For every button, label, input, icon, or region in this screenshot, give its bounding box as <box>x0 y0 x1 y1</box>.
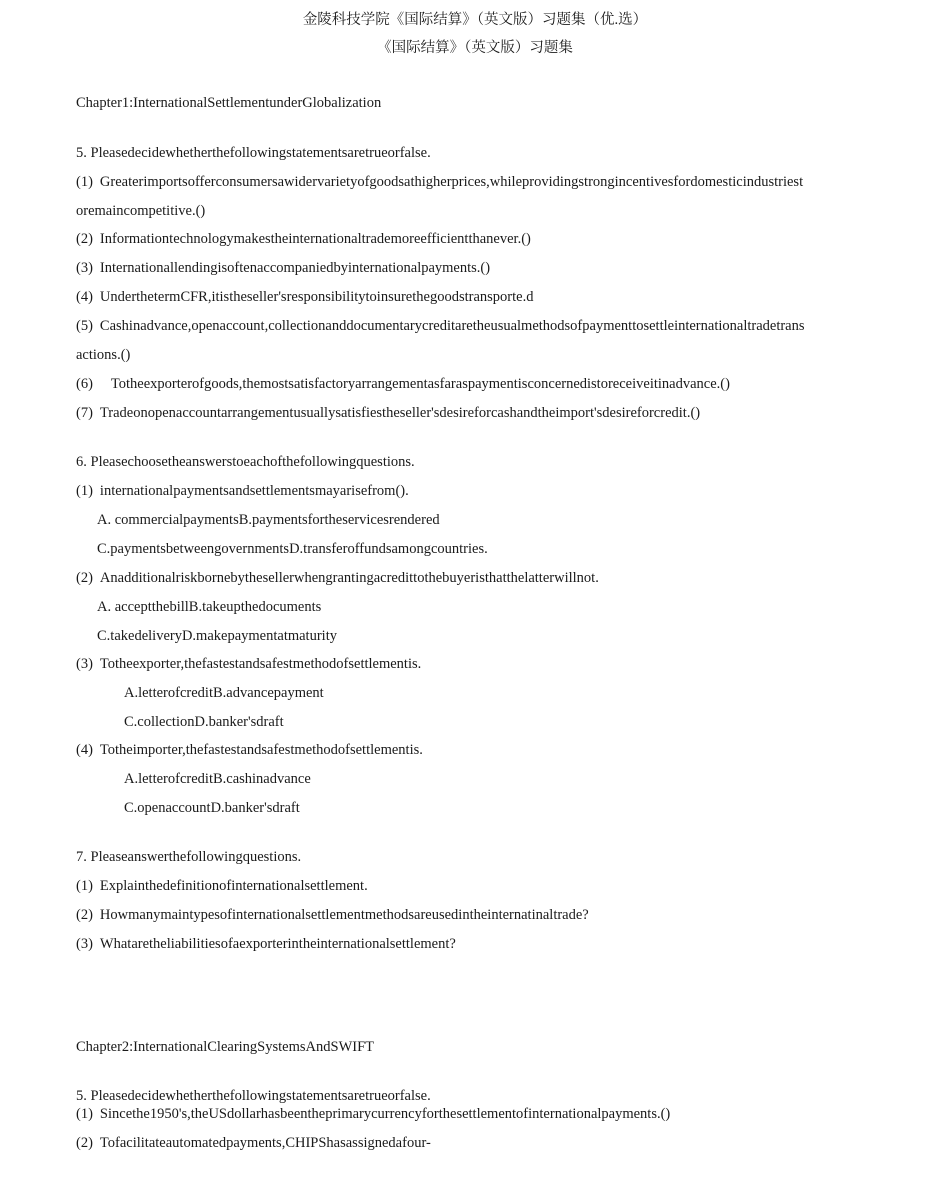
ch1-q6-item-2-options-ab: A. acceptthebillB.takeupthedocuments <box>97 599 322 615</box>
item-label: (1) <box>76 878 93 894</box>
ch1-q6-item-3-options-cd: C.collectionD.banker'sdraft <box>124 714 284 730</box>
item-label: (4) <box>76 289 93 305</box>
item-text: Explainthedefinitionofinternationalsettlement. <box>99 878 368 894</box>
item-text: Whataretheliabilitiesofaexporterintheinternationalsettlement? <box>99 936 456 952</box>
item-text: Totheimporter,thefastestandsafestmethodofsettlementis. <box>99 742 423 758</box>
item-label: (3) <box>76 936 93 952</box>
item-text: Howmanymaintypesofinternationalsettlementmethodsareusedintheinternatinaltrade? <box>99 907 589 923</box>
ch1-q6-item-2 <box>76 570 599 587</box>
document-header-title: 金陵科技学院《国际结算》（英文版）习题集（优.选） <box>302 12 648 28</box>
item-label: (7) <box>76 405 93 421</box>
item-label: (2) <box>76 907 93 923</box>
item-label: (5) <box>76 318 93 334</box>
item-text: internationalpaymentsandsettlementsmayarisefrom(). <box>99 483 409 499</box>
ch2-q5-item-1 <box>76 1106 670 1123</box>
item-text: Internationallendingisoftenaccompaniedbyinternationalpayments.() <box>99 260 491 276</box>
item-text: Totheexporterofgoods,themostsatisfactoryarrangementasfaraspaymentisconcernedistoreceiveitinadvance.() <box>110 376 730 392</box>
ch1-q6-item-4-options-ab: A.letterofcreditB.cashinadvance <box>124 771 311 787</box>
ch1-q5-item-3 <box>76 260 490 277</box>
ch1-q5-item-4 <box>76 289 533 306</box>
chapter1-title: Chapter1:InternationalSettlementunderGlobalization <box>76 95 382 111</box>
document-subtitle: 《国际结算》（英文版）习题集 <box>377 40 573 56</box>
ch1-q7-item-1 <box>76 878 368 895</box>
ch1-q5-item-5-cont: actions.() <box>76 347 131 363</box>
item-label: (3) <box>76 656 93 672</box>
ch1-q6-item-4 <box>76 742 423 759</box>
item-label: (2) <box>76 1135 93 1151</box>
ch1-q7-heading: 7. Pleaseanswerthefollowingquestions. <box>76 849 302 865</box>
item-text: Informationtechnologymakestheinternationaltrademoreefficientthanever.() <box>99 231 531 247</box>
ch2-q5-heading: 5. Pleasedecidewhetherthefollowingstatementsaretrueorfalse. <box>76 1088 431 1104</box>
ch1-q5-item-6 <box>76 376 730 393</box>
item-text: Tradeonopenaccountarrangementusuallysatisfiestheseller'sdesireforcashandtheimport'sdesireforcredit.() <box>99 405 701 421</box>
item-text: Greaterimportsofferconsumersawidervarietyofgoodsathigherprices,whileprovidingstrongincentivesfordomesticindustriest <box>99 174 804 190</box>
ch1-q5-item-5 <box>76 318 805 335</box>
ch1-q7-item-2 <box>76 907 589 924</box>
ch1-q7-item-3 <box>76 936 456 953</box>
ch1-q5-item-1 <box>76 174 803 191</box>
ch1-q5-item-1-cont: oremaincompetitive.() <box>76 203 206 219</box>
item-label: (3) <box>76 260 93 276</box>
ch1-q6-heading: 6. Pleasechoosetheanswerstoeachofthefollowingquestions. <box>76 454 415 470</box>
item-label: (6) <box>76 376 93 392</box>
item-label: (1) <box>76 483 93 499</box>
item-label: (2) <box>76 570 93 586</box>
item-text: UnderthetermCFR,itistheseller'sresponsibilitytoinsurethegoodstransporte.d <box>99 289 534 305</box>
ch1-q5-item-2 <box>76 231 531 248</box>
ch1-q5-heading: 5. Pleasedecidewhetherthefollowingstatementsaretrueorfalse. <box>76 145 431 161</box>
item-text: Totheexporter,thefastestandsafestmethodofsettlementis. <box>99 656 422 672</box>
ch1-q6-item-3-options-ab: A.letterofcreditB.advancepayment <box>124 685 324 701</box>
ch1-q6-item-2-options-cd: C.takedeliveryD.makepaymentatmaturity <box>97 628 337 644</box>
chapter2-title: Chapter2:InternationalClearingSystemsAndSWIFT <box>76 1039 375 1055</box>
item-text: Tofacilitateautomatedpayments,CHIPShasassignedafour- <box>99 1135 431 1151</box>
item-label: (2) <box>76 231 93 247</box>
ch1-q5-item-7 <box>76 405 700 422</box>
item-label: (4) <box>76 742 93 758</box>
item-label: (1) <box>76 174 93 190</box>
ch1-q6-item-4-options-cd: C.openaccountD.banker'sdraft <box>124 800 300 816</box>
ch1-q6-item-3 <box>76 656 421 673</box>
ch2-q5-item-2 <box>76 1135 431 1152</box>
item-text: Anadditionalriskbornebythesellerwhengrantingacredittothebuyeristhatthelatterwillnot. <box>99 570 599 586</box>
item-text: Sincethe1950's,theUSdollarhasbeentheprimarycurrencyforthesettlementofinternationalpayments.() <box>99 1106 671 1122</box>
item-label: (1) <box>76 1106 93 1122</box>
ch1-q6-item-1-options-ab: A. commercialpaymentsB.paymentsfortheservicesrendered <box>97 512 440 528</box>
ch1-q6-item-1 <box>76 483 409 500</box>
ch1-q6-item-1-options-cd: C.paymentsbetweengovernmentsD.transferoffundsamongcountries. <box>97 541 488 557</box>
item-text: Cashinadvance,openaccount,collectionanddocumentarycreditaretheusualmethodsofpaymenttosettleinternationaltradetrans <box>99 318 805 334</box>
